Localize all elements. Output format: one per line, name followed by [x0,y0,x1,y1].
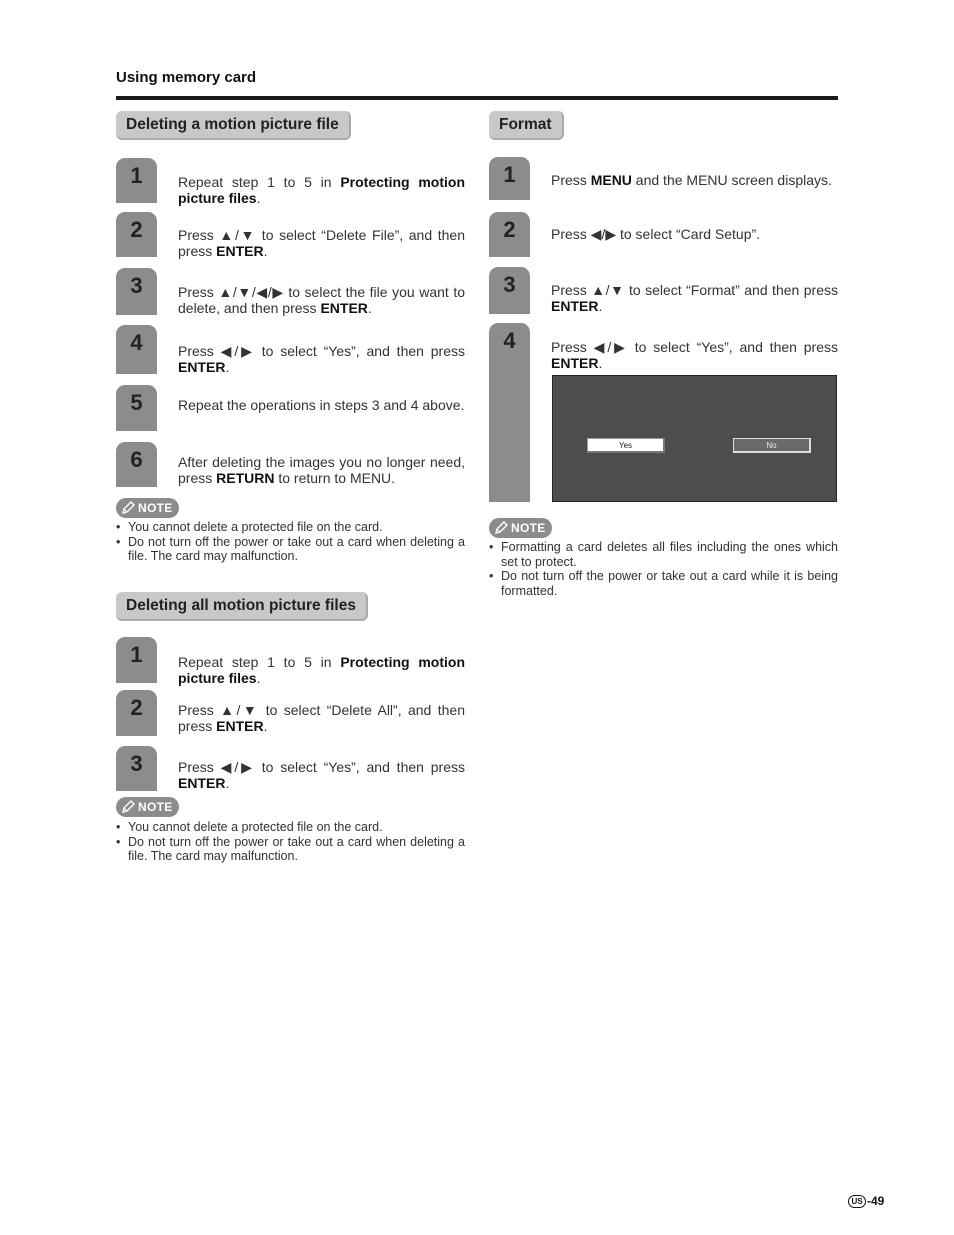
note-label: NOTE [511,521,546,535]
note-list [116,520,465,564]
pencil-icon [120,500,136,516]
step-number: 3 [116,746,157,791]
note-item: • Do not turn off the power or take out a card when deleting a file. The card may malfunction. [116,535,465,564]
step-text: Press MENU and the MENU screen displays. [551,172,832,188]
note-label: NOTE [138,501,173,515]
note-item: • Formatting a card deletes all files including the ones which set to protect. [489,540,838,569]
step-number: 2 [116,690,157,736]
step-number: 1 [489,157,530,200]
step-number: 1 [116,158,157,203]
page-number [848,1194,884,1208]
step-text: Press ▲/▼/◀/▶ to select the file you want to delete, and then press ENTER. [178,284,465,316]
heading-deleting-all: Deleting all motion picture files [116,592,368,621]
page-number-text: -49 [867,1194,885,1208]
step-text: Repeat the operations in steps 3 and 4 above. [178,397,465,413]
no-button[interactable]: No [733,438,811,453]
step-text: Repeat step 1 to 5 in Protecting motion picture files. [178,174,465,206]
note-label: NOTE [138,800,173,814]
header-rule [116,96,838,100]
yes-button[interactable]: Yes [587,438,665,453]
step-text: Press ▲/▼ to select “Delete All”, and then press ENTER. [178,702,465,734]
step-text: Press ◀/▶ to select “Yes”, and then press ENTER. [178,759,465,791]
note-badge [116,797,179,817]
step-text: Press ◀/▶ to select “Yes”, and then press ENTER. [551,339,838,371]
step-text: After deleting the images you no longer need, press RETURN to return to MENU. [178,454,465,486]
note-badge [489,518,552,538]
section-title: Using memory card [116,69,257,86]
step-text: Press ◀/▶ to select “Yes”, and then press ENTER. [178,343,465,375]
step-text: Press ◀/▶ to select “Card Setup”. [551,226,761,242]
pencil-icon [493,520,509,536]
step-number: 4 [116,325,157,374]
heading-format: Format [489,111,564,140]
format-confirm-screen [552,375,837,502]
note-item: • You cannot delete a protected file on the card. [116,820,465,835]
step-text: Repeat step 1 to 5 in Protecting motion picture files. [178,654,465,686]
note-badge [116,498,179,518]
note-item: • Do not turn off the power or take out a card while it is being formatted. [489,569,838,598]
note-list [116,820,465,864]
step-number: 4 [489,323,530,502]
note-list [489,540,838,598]
step-number: 1 [116,637,157,683]
step-text: Press ▲/▼ to select “Delete File”, and then press ENTER. [178,227,465,259]
pencil-icon [120,799,136,815]
heading-deleting-file: Deleting a motion picture file [116,111,351,140]
step-text: Press ▲/▼ to select “Format” and then press ENTER. [551,282,838,314]
step-number: 3 [116,268,157,315]
us-region-icon: US [848,1195,866,1208]
note-item: • Do not turn off the power or take out a card when deleting a file. The card may malfunction. [116,835,465,864]
note-item: • You cannot delete a protected file on the card. [116,520,465,535]
step-number: 3 [489,267,530,314]
step-number: 2 [116,212,157,257]
step-number: 6 [116,442,157,487]
step-number: 5 [116,385,157,431]
step-number: 2 [489,212,530,257]
